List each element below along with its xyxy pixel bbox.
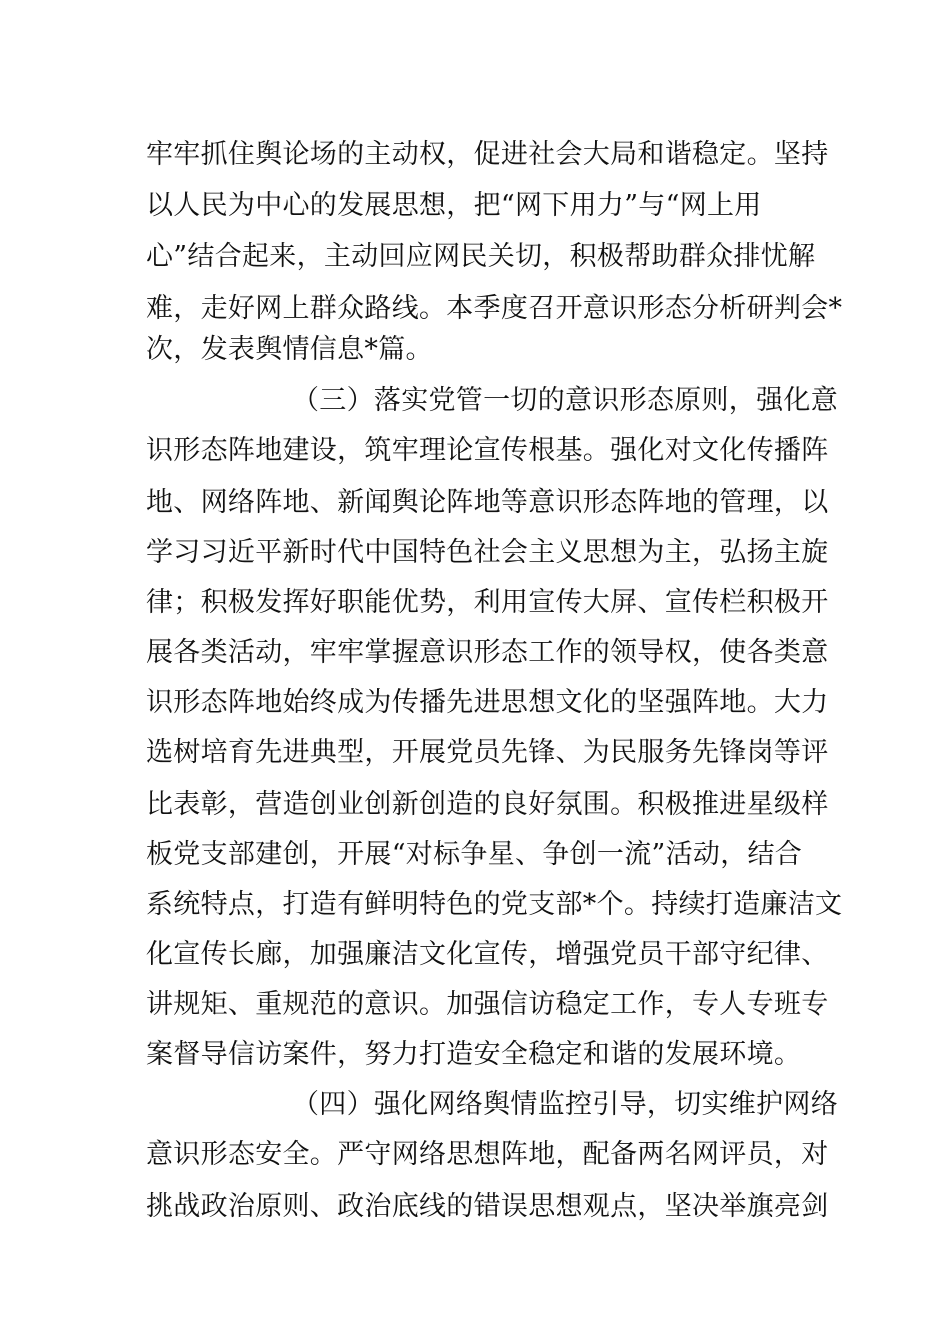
text-line: 板党支部建创，开展“对标争星、争创一流”活动，结合 [146, 839, 803, 870]
text-line: 案督导信访案件，努力打造安全稳定和谐的发展环境。 [146, 1039, 802, 1070]
text-line: 挑战政治原则、政治底线的错误思想观点，坚决举旗亮剑 [146, 1191, 829, 1222]
text-line: 展各类活动，牢牢掌握意识形态工作的领导权，使各类意 [146, 637, 829, 668]
text-line: 比表彰，营造创业创新创造的良好氛围。积极推进星级样 [146, 789, 829, 820]
text-line: 以人民为中心的发展思想，把“网下用力”与“网上用 [146, 190, 762, 221]
text-line: 识形态阵地建设，筑牢理论宣传根基。强化对文化传播阵 [146, 435, 829, 466]
text-line: 律；积极发挥好职能优势，利用宣传大屏、宣传栏积极开 [146, 587, 829, 618]
text-line: 学习习近平新时代中国特色社会主义思想为主，弘扬主旋 [146, 537, 829, 568]
text-line: 系统特点，打造有鲜明特色的党支部*个。持续打造廉洁文 [146, 889, 843, 920]
text-line: 难，走好网上群众路线。本季度召开意识形态分析研判会* [146, 293, 843, 324]
text-line: 意识形态安全。严守网络思想阵地，配备两名网评员，对 [146, 1139, 829, 1170]
section-heading-3: （三）落实党管一切的意识形态原则，强化意 [292, 385, 838, 416]
section-heading-4: （四）强化网络舆情监控引导，切实维护网络 [292, 1089, 838, 1120]
text-line: 化宣传长廊，加强廉洁文化宣传，增强党员干部守纪律、 [146, 939, 829, 970]
text-line: 选树培育先进典型，开展党员先锋、为民服务先锋岗等评 [146, 737, 829, 768]
text-line: 次，发表舆情信息*篇。 [146, 334, 433, 365]
text-line: 识形态阵地始终成为传播先进思想文化的坚强阵地。大力 [146, 687, 829, 718]
text-line: 讲规矩、重规范的意识。加强信访稳定工作，专人专班专 [146, 989, 829, 1020]
text-line: 牢牢抓住舆论场的主动权，促进社会大局和谐稳定。坚持 [146, 139, 829, 170]
text-line: 地、网络阵地、新闻舆论阵地等意识形态阵地的管理，以 [146, 487, 829, 518]
text-line: 心”结合起来，主动回应网民关切，积极帮助群众排忧解 [146, 241, 816, 272]
